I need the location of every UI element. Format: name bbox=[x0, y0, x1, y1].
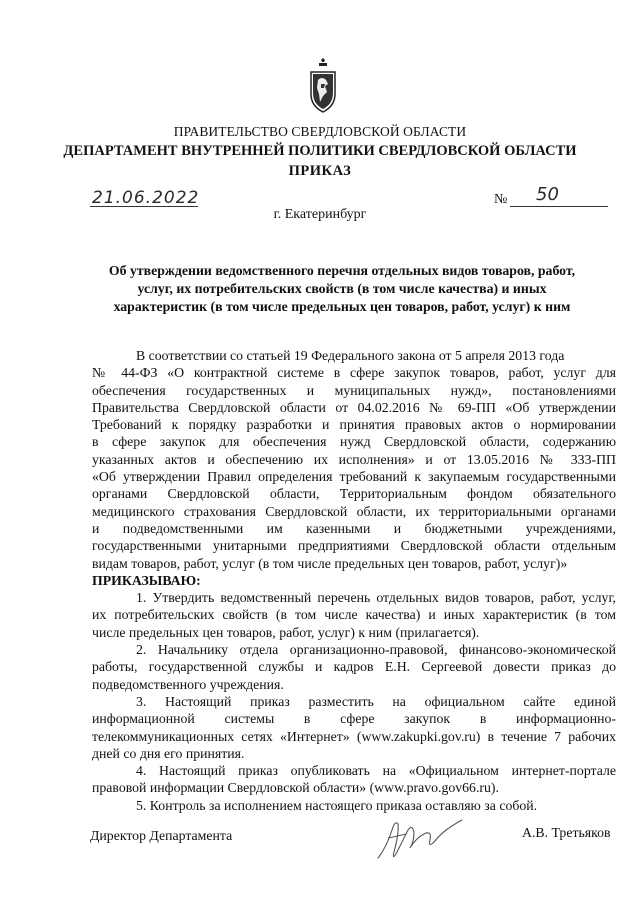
order-item-2 bbox=[92, 641, 616, 693]
government-name: ПРАВИТЕЛЬСТВО СВЕРДЛОВСКОЙ ОБЛАСТИ bbox=[173, 124, 467, 139]
order-title bbox=[80, 262, 604, 316]
preamble-line: в сфере закупок для обеспечения нужд Свердловской области, содержанию bbox=[92, 434, 616, 450]
preamble-line: и подведомственными им казенными и бюджетными учреждениями, bbox=[92, 520, 616, 536]
order-body bbox=[92, 347, 616, 814]
preamble-line: органами Свердловской области, Территориальным фондом обязательного bbox=[92, 486, 616, 502]
coat-of-arms-icon bbox=[308, 58, 338, 116]
preamble-line: Правительства Свердловской области от 04.02.2016 № 69-ПП «Об утверждении bbox=[92, 399, 616, 415]
preamble-line: обеспечения государственных и муниципальных нужд», постановлениями bbox=[92, 382, 616, 398]
title-line: услуг, их потребительских свойств (в том числе качества) и иных bbox=[137, 281, 547, 296]
item-line: числе предельных цен товаров, работ, услуг) к ним (прилагается). bbox=[92, 624, 480, 640]
item-line: 4. Настоящий приказ опубликовать на «Официальном интернет-портале bbox=[136, 763, 616, 779]
document-type: ПРИКАЗ bbox=[288, 163, 352, 179]
signature-icon bbox=[372, 808, 472, 866]
preamble-line: Требований к порядку разработки и принятия правовых актов о нормировании bbox=[92, 417, 616, 433]
department-name: ДЕПАРТАМЕНТ ВНУТРЕННЕЙ ПОЛИТИКИ СВЕРДЛОВСКОЙ ОБЛАСТИ bbox=[63, 143, 577, 159]
order-item-1 bbox=[92, 589, 616, 641]
signatory-name: А.В. Третьяков bbox=[522, 825, 611, 840]
title-line: характеристик (в том числе предельных цен товаров, работ, услуг) к ним bbox=[113, 299, 571, 314]
preamble-line: № 44-ФЗ «О контрактной системе в сфере закупок товаров, работ, услуг для bbox=[92, 365, 616, 381]
item-line: правовой информации Свердловской области» (www.pravo.gov66.ru). bbox=[92, 780, 499, 796]
preamble-line: государственными унитарными предприятиями Свердловской области отдельным bbox=[92, 538, 616, 554]
preamble-line: медицинского страхования Свердловской области, их территориальными органами bbox=[92, 503, 616, 519]
item-line: 2. Начальнику отдела организационно-правовой, финансово-экономической bbox=[136, 642, 616, 658]
order-item-3 bbox=[92, 693, 616, 762]
order-item-4 bbox=[92, 762, 616, 797]
order-date: 21.06.2022 bbox=[92, 188, 200, 208]
item-line: дней со дня его принятия. bbox=[92, 745, 245, 761]
item-line: подведомственного учреждения. bbox=[92, 676, 284, 692]
city: г. Екатеринбург bbox=[273, 207, 367, 222]
item-line: 5. Контроль за исполнением настоящего приказа оставляю за собой. bbox=[136, 797, 538, 813]
preamble-line: указанных актов и обеспечению их исполнения» и от 13.05.2016 № 333-ПП bbox=[92, 451, 616, 467]
item-line: информационной системы в сфере закупок в информационно- bbox=[92, 711, 616, 727]
signatory-role: Директор Департамента bbox=[90, 828, 233, 843]
item-line: их потребительских свойств (в том числе качества) и иных характеристик (в том bbox=[92, 607, 616, 623]
preamble-line: видам товаров, работ, услуг (в том числе предельных цен товаров, работ, услуг)» bbox=[92, 555, 568, 571]
preamble-line: «Об утверждении Правил определения требований к закупаемым государственными bbox=[92, 469, 616, 485]
order-number-label: № bbox=[494, 192, 508, 207]
order-item-5 bbox=[92, 797, 616, 814]
order-number: 50 bbox=[536, 184, 559, 205]
item-line: телекоммуникационных сетях «Интернет» (www.zakupki.gov.ru) в течение 7 рабочих bbox=[92, 728, 616, 744]
item-line: 1. Утвердить ведомственный перечень отдельных видов товаров, работ, услуг, bbox=[136, 590, 616, 606]
preamble-line: В соответствии со статьей 19 Федерального закона от 5 апреля 2013 года bbox=[136, 348, 565, 363]
item-line: 3. Настоящий приказ разместить на официальном сайте единой bbox=[136, 693, 616, 709]
preamble bbox=[92, 347, 616, 572]
order-word: ПРИКАЗЫВАЮ: bbox=[92, 572, 201, 588]
item-line: работы, государственной службы и кадров Е.Н. Сергеевой довести приказ до bbox=[92, 659, 616, 675]
title-line: Об утверждении ведомственного перечня отдельных видов товаров, работ, bbox=[108, 263, 576, 278]
